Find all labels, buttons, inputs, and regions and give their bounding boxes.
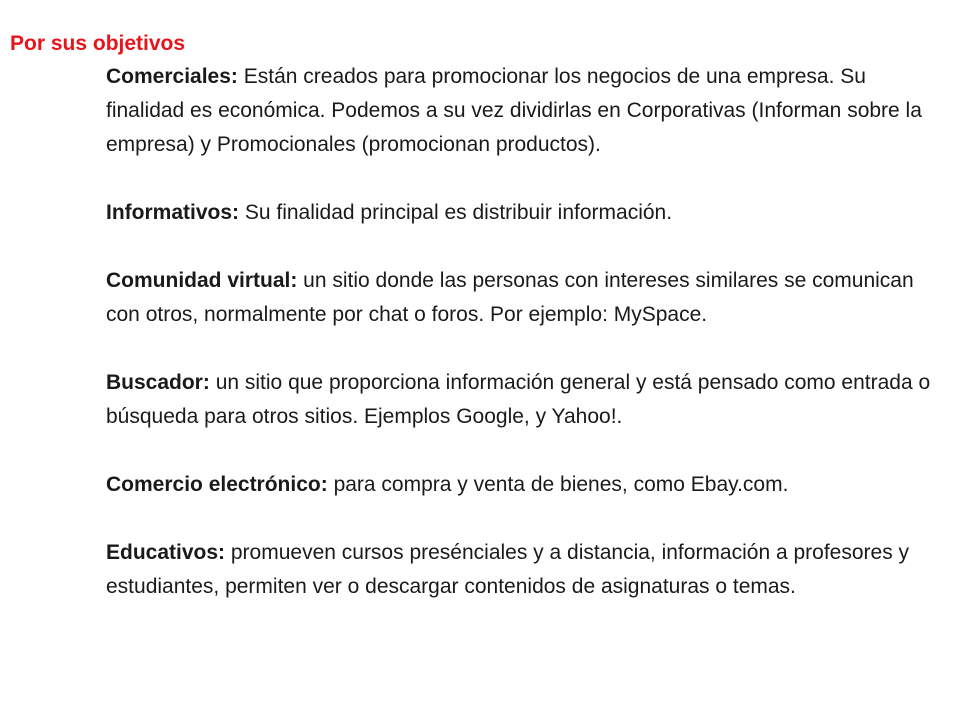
section-heading: Por sus objetivos (10, 32, 186, 55)
entry-description: Su finalidad principal es distribuir información. (239, 201, 673, 224)
entry-description: para compra y venta de bienes, como Ebay.com. (327, 473, 789, 496)
list-item-comerciales (106, 60, 946, 162)
objectives-list (106, 60, 946, 604)
entry-description: un sitio donde las personas con intereses similares se comunican con otros, normalmente por chat o foros. Por ejemplo: MySpace. (106, 269, 914, 326)
entry-term: Comunidad virtual: (106, 269, 298, 292)
entry-description: promueven cursos presénciales y a distancia, información a profesores y estudiantes, permiten ver o descargar contenidos de asignaturas o temas. (106, 541, 910, 598)
entry-term: Educativos: (106, 541, 226, 564)
list-item-buscador (106, 366, 946, 434)
list-item-comercio-electronico (106, 468, 946, 502)
entry-term: Buscador: (106, 371, 210, 394)
entry-term: Comerciales: (106, 65, 238, 88)
entry-description: un sitio que proporciona información general y está pensado como entrada o búsqueda para otros sitios. Ejemplos Google, y Yahoo!. (106, 371, 931, 428)
list-item-informativos (106, 196, 946, 230)
entry-term: Comercio electrónico: (106, 473, 328, 496)
entry-description: Están creados para promocionar los negocios de una empresa. Su finalidad es económica. Podemos a su vez dividirlas en Corporativas (Informan sobre la empresa) y Promocionales (promocionan productos). (106, 65, 922, 156)
list-item-comunidad-virtual (106, 264, 946, 332)
list-item-educativos (106, 536, 946, 604)
entry-term: Informativos: (106, 201, 240, 224)
